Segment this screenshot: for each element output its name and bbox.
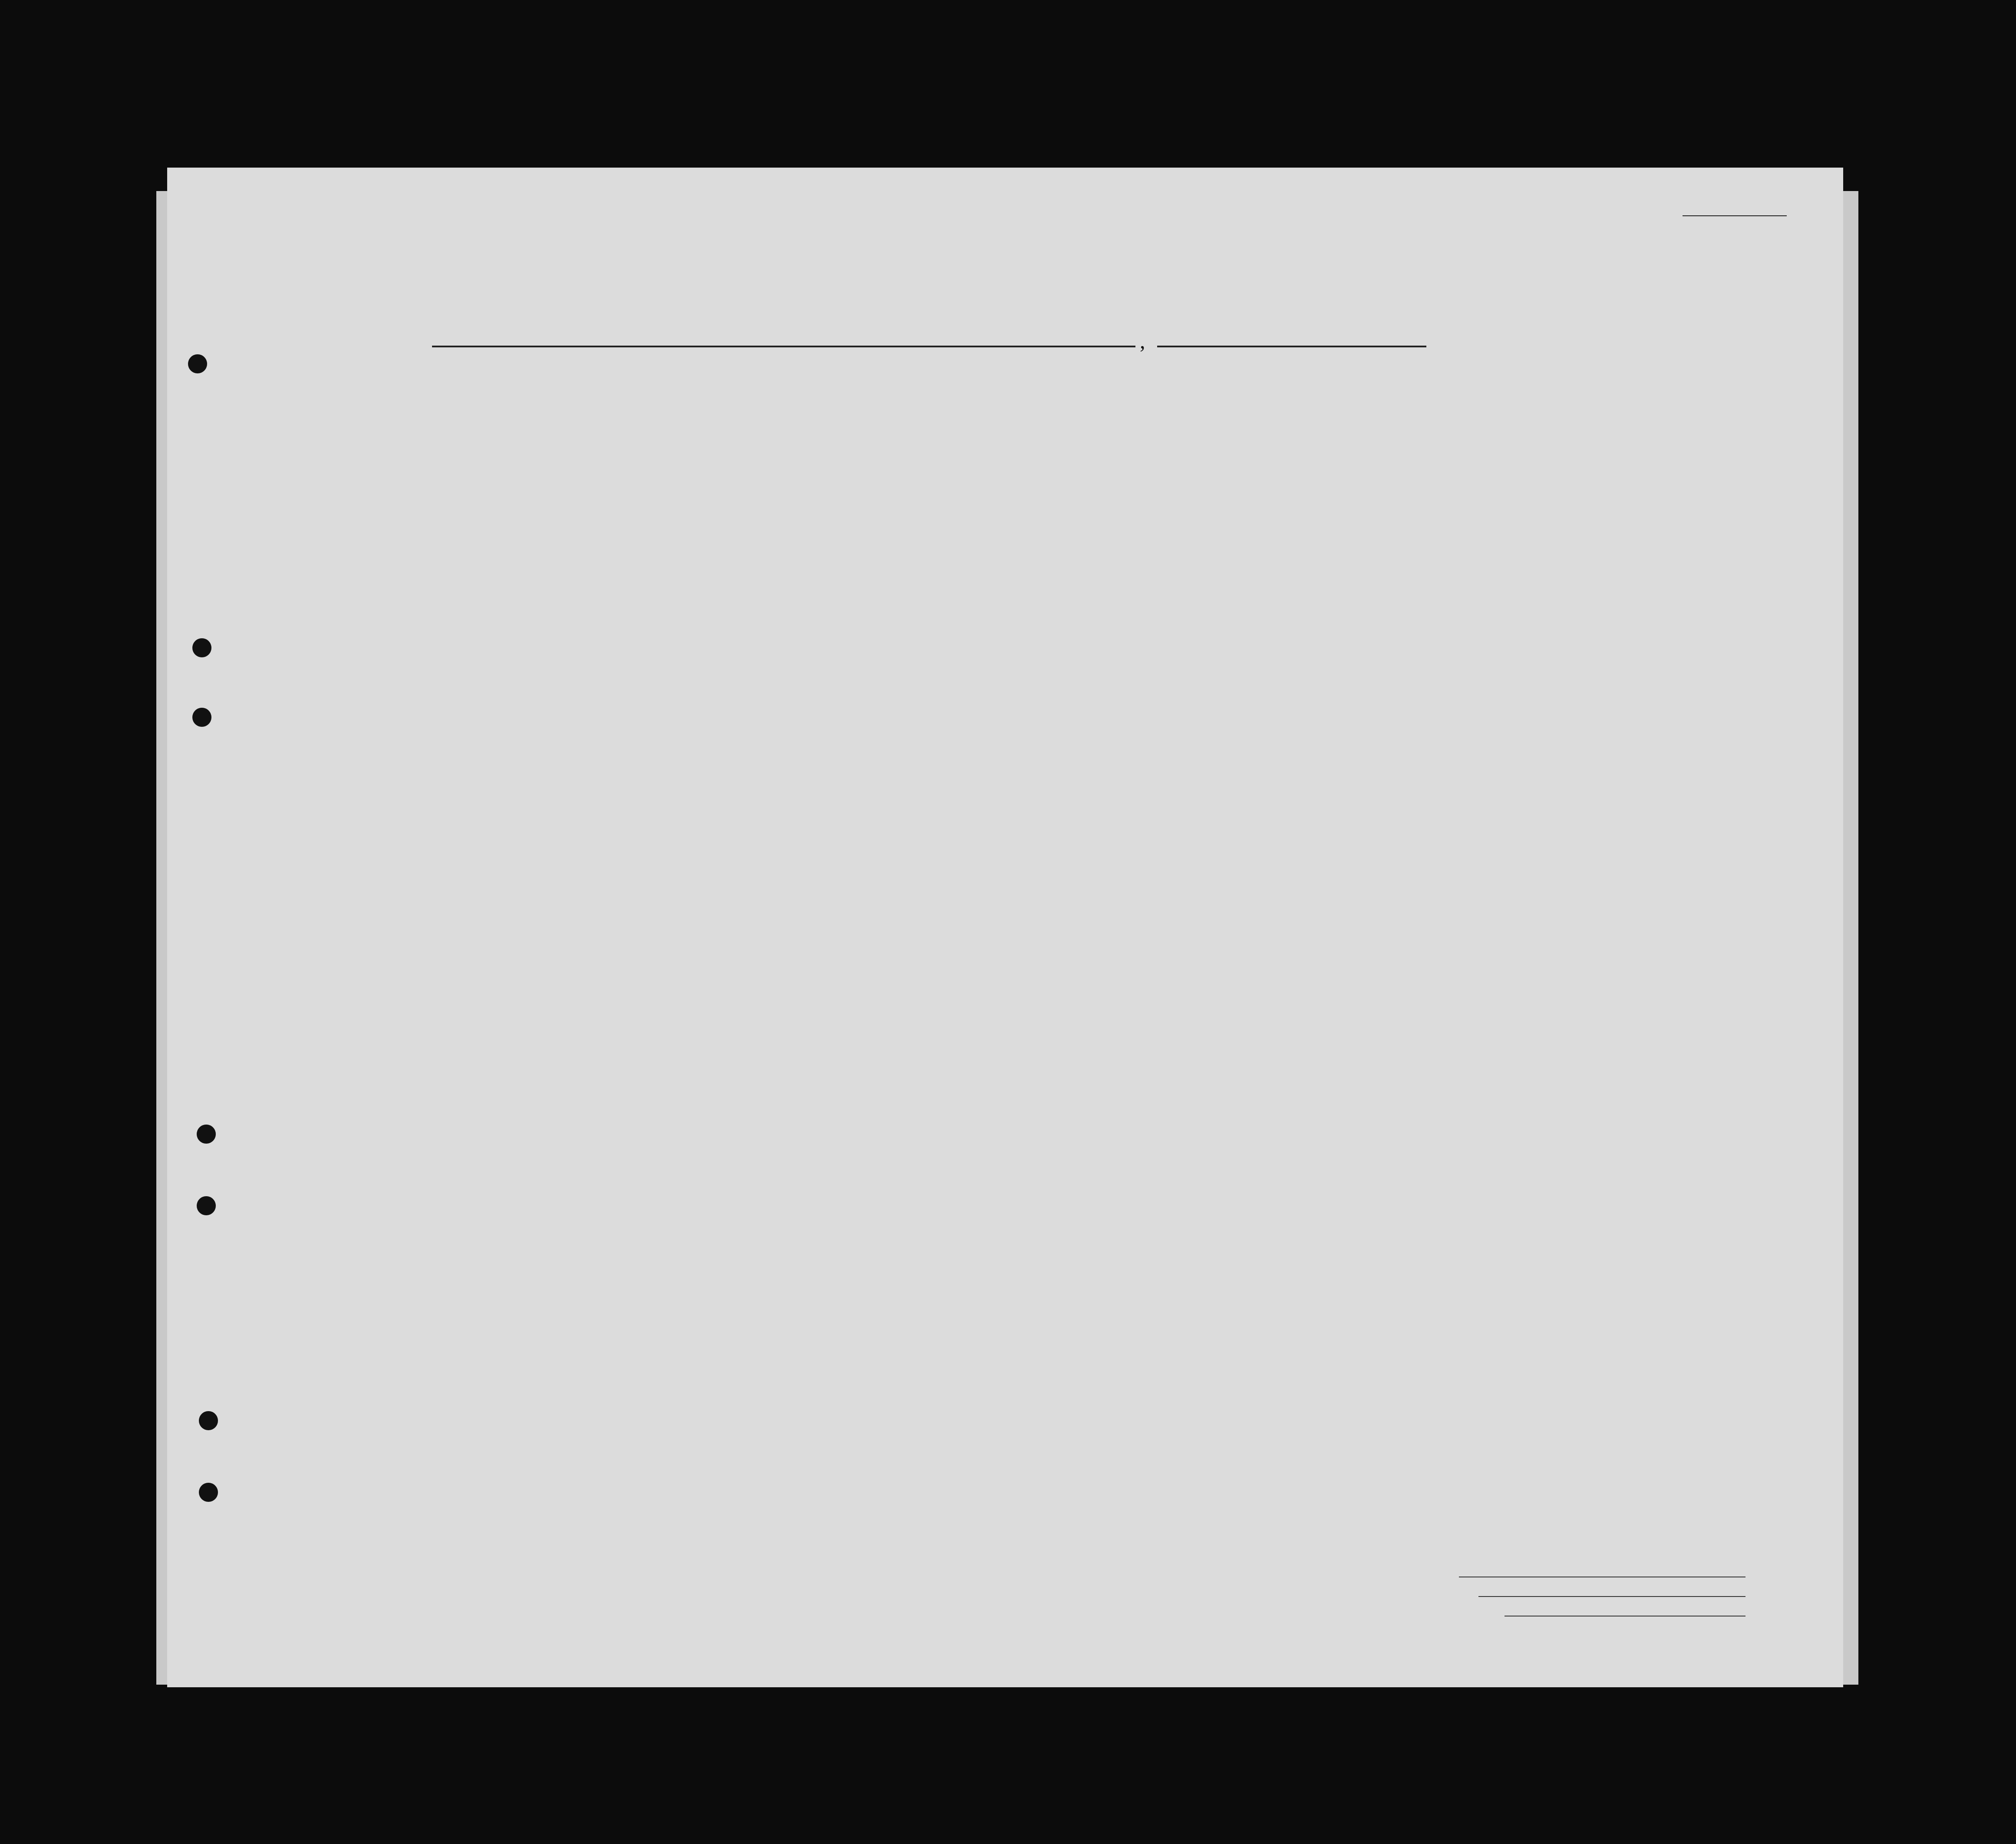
punch-hole — [199, 1483, 218, 1502]
punch-hole — [197, 1125, 216, 1144]
comma: , — [1140, 329, 1145, 353]
table-grid — [167, 168, 1843, 1687]
punch-hole — [192, 638, 211, 657]
punch-hole — [199, 1411, 218, 1430]
manifest-sheet — [167, 168, 1843, 1687]
punch-hole — [197, 1196, 216, 1215]
owners-field — [1478, 1596, 1745, 1597]
punch-hole — [188, 354, 207, 373]
punch-hole — [192, 708, 211, 727]
